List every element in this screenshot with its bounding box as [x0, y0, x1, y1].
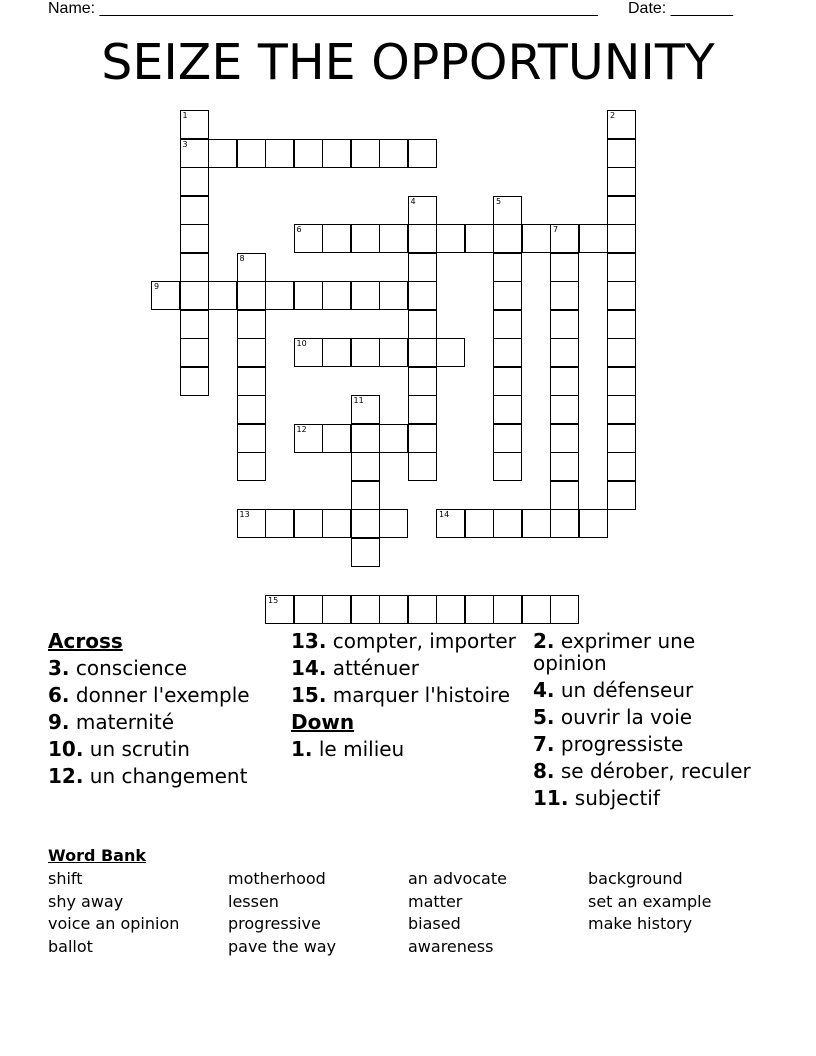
clue-number: 6 — [296, 225, 302, 234]
crossword-cell[interactable] — [322, 338, 351, 367]
crossword-cell[interactable] — [322, 595, 351, 624]
crossword-cell[interactable] — [237, 367, 266, 396]
clue-number: 2 — [610, 111, 616, 120]
crossword-cell[interactable] — [237, 509, 266, 538]
crossword-cell[interactable] — [180, 139, 209, 168]
crossword-cell[interactable] — [607, 338, 636, 367]
crossword-cell[interactable] — [180, 367, 209, 396]
crossword-cell[interactable] — [493, 253, 522, 282]
crossword-cell[interactable] — [322, 509, 351, 538]
down-heading: Down — [291, 710, 355, 734]
crossword-cell[interactable] — [294, 224, 323, 253]
crossword-cell[interactable] — [408, 452, 437, 481]
crossword-cell[interactable] — [408, 139, 437, 168]
crossword-cell[interactable] — [351, 338, 380, 367]
crossword-cell[interactable] — [208, 139, 237, 168]
crossword-cell[interactable] — [522, 595, 551, 624]
crossword-cell[interactable] — [408, 595, 437, 624]
crossword-cell[interactable] — [351, 395, 380, 424]
word-bank-item: progressive — [228, 914, 321, 934]
clue-column-2 — [291, 630, 521, 765]
crossword-cell[interactable] — [237, 310, 266, 339]
clue-number: 14 — [439, 510, 450, 519]
word-bank-column-1 — [48, 868, 179, 959]
clue-number: 13 — [239, 510, 250, 519]
crossword-cell[interactable] — [522, 224, 551, 253]
crossword-cell[interactable] — [522, 509, 551, 538]
crossword-cell[interactable] — [550, 424, 579, 453]
across-heading: Across — [48, 629, 123, 653]
crossword-cell[interactable] — [379, 139, 408, 168]
crossword-cell[interactable] — [237, 452, 266, 481]
crossword-cell[interactable] — [550, 338, 579, 367]
crossword-cell[interactable] — [493, 310, 522, 339]
crossword-cell[interactable] — [351, 452, 380, 481]
crossword-cell[interactable] — [607, 310, 636, 339]
clue-number: 8 — [239, 253, 245, 263]
crossword-cell[interactable] — [408, 310, 437, 339]
down-clue: 5. ouvrir la voie — [533, 705, 693, 729]
word-bank-item: motherhood — [228, 869, 326, 888]
word-bank-item: voice an opinion — [48, 914, 180, 934]
crossword-cell[interactable] — [579, 224, 608, 253]
crossword-cell[interactable] — [237, 395, 266, 424]
across-clue: 9. maternité — [48, 710, 175, 734]
crossword-cell[interactable] — [493, 196, 522, 225]
crossword-cell[interactable] — [607, 424, 636, 453]
clue-number: 10 — [296, 339, 307, 348]
crossword-cell[interactable] — [465, 509, 494, 538]
crossword-cell[interactable] — [408, 395, 437, 424]
word-bank-column-3 — [408, 868, 507, 959]
page-title: SEIZE THE OPPORTUNITY — [101, 34, 715, 91]
word-bank-item: ballot — [48, 937, 93, 957]
across-clue: 10. un scrutin — [48, 737, 190, 761]
crossword-cell[interactable] — [237, 139, 266, 168]
crossword-cell[interactable] — [180, 224, 209, 253]
word-bank-item: lessen — [228, 891, 279, 911]
crossword-cell[interactable] — [180, 196, 209, 225]
clue-number: 4 — [410, 196, 416, 206]
crossword-cell[interactable] — [607, 196, 636, 225]
crossword-cell[interactable] — [180, 167, 209, 196]
crossword-cell[interactable] — [493, 367, 522, 396]
crossword-cell[interactable] — [294, 424, 323, 453]
crossword-cell[interactable] — [265, 509, 294, 538]
name-field-label: Name: ________________________________________________________ — [48, 0, 598, 17]
crossword-cell[interactable] — [265, 595, 294, 624]
across-clue: 15. marquer l'histoire — [291, 683, 511, 707]
crossword-cell[interactable] — [493, 452, 522, 481]
crossword-cell[interactable] — [294, 338, 323, 367]
down-clue: 4. un défenseur — [533, 678, 694, 702]
crossword-cell[interactable] — [408, 224, 437, 253]
crossword-cell[interactable] — [322, 424, 351, 453]
crossword-cell[interactable] — [294, 139, 323, 168]
crossword-cell[interactable] — [408, 281, 437, 310]
crossword-cell[interactable] — [351, 509, 380, 538]
across-clue: 13. compter, importer — [291, 629, 516, 653]
crossword-cell[interactable] — [436, 338, 465, 367]
crossword-cell[interactable] — [237, 281, 266, 310]
crossword-cell[interactable] — [322, 139, 351, 168]
word-bank-column-4 — [588, 868, 711, 936]
crossword-cell[interactable] — [550, 509, 579, 538]
crossword-cell[interactable] — [493, 595, 522, 624]
crossword-cell[interactable] — [180, 281, 209, 310]
crossword-cell[interactable] — [208, 281, 237, 310]
crossword-cell[interactable] — [493, 395, 522, 424]
word-bank-item: background — [588, 869, 683, 888]
crossword-cell[interactable] — [493, 509, 522, 538]
crossword-cell[interactable] — [322, 224, 351, 253]
word-bank-title: Word Bank — [48, 846, 147, 865]
crossword-cell[interactable] — [607, 139, 636, 168]
crossword-cell[interactable] — [180, 310, 209, 339]
crossword-cell[interactable] — [607, 253, 636, 282]
word-bank-item: an advocate — [408, 869, 507, 888]
crossword-cell[interactable] — [180, 253, 209, 282]
clue-number: 3 — [182, 139, 188, 149]
crossword-cell[interactable] — [408, 253, 437, 282]
crossword-cell[interactable] — [607, 481, 636, 510]
crossword-cell[interactable] — [607, 110, 636, 139]
crossword-cell[interactable] — [550, 310, 579, 339]
word-bank-item: shift — [48, 869, 83, 888]
across-clue: 14. atténuer — [291, 656, 419, 680]
crossword-cell[interactable] — [550, 224, 579, 253]
crossword-cell[interactable] — [607, 395, 636, 424]
crossword-cell[interactable] — [436, 509, 465, 538]
crossword-cell[interactable] — [379, 424, 408, 453]
crossword-cell[interactable] — [379, 281, 408, 310]
word-bank-item: awareness — [408, 937, 494, 957]
crossword-cell[interactable] — [579, 509, 608, 538]
down-clue: 8. se dérober, reculer — [533, 759, 751, 783]
across-clue: 6. donner l'exemple — [48, 683, 250, 707]
word-bank-item: set an example — [588, 891, 712, 911]
down-clue: 11. subjectif — [533, 786, 660, 810]
crossword-cell[interactable] — [408, 338, 437, 367]
crossword-cell[interactable] — [379, 509, 408, 538]
crossword-cell[interactable] — [550, 481, 579, 510]
crossword-cell[interactable] — [294, 595, 323, 624]
crossword-cell[interactable] — [180, 110, 209, 139]
crossword-cell[interactable] — [550, 452, 579, 481]
crossword-cell[interactable] — [436, 224, 465, 253]
word-bank-item: pave the way — [228, 937, 337, 957]
crossword-cell[interactable] — [436, 595, 465, 624]
crossword-cell[interactable] — [607, 367, 636, 396]
crossword-cell[interactable] — [550, 595, 579, 624]
clue-number: 1 — [182, 111, 188, 120]
clue-number: 5 — [496, 196, 502, 206]
crossword-cell[interactable] — [322, 281, 351, 310]
crossword-cell[interactable] — [408, 367, 437, 396]
down-clue: 1. le milieu — [291, 737, 405, 761]
across-clue: 3. conscience — [48, 656, 188, 680]
crossword-cell[interactable] — [351, 281, 380, 310]
crossword-cell[interactable] — [379, 224, 408, 253]
crossword-cell[interactable] — [351, 424, 380, 453]
crossword-cell[interactable] — [607, 224, 636, 253]
crossword-cell[interactable] — [493, 281, 522, 310]
crossword-cell[interactable] — [550, 253, 579, 282]
crossword-cell[interactable] — [237, 338, 266, 367]
word-bank-item: shy away — [48, 891, 124, 911]
crossword-cell[interactable] — [180, 338, 209, 367]
word-bank-column-2 — [228, 868, 336, 959]
crossword-cell[interactable] — [493, 424, 522, 453]
crossword-cell[interactable] — [550, 281, 579, 310]
crossword-cell[interactable] — [351, 481, 380, 510]
clue-column-3 — [533, 630, 773, 814]
down-clue: 2. exprimer une opinion — [533, 629, 696, 675]
crossword-cell[interactable] — [465, 595, 494, 624]
crossword-cell[interactable] — [408, 196, 437, 225]
crossword-cell[interactable] — [294, 281, 323, 310]
crossword-cell[interactable] — [351, 538, 380, 567]
crossword-cell[interactable] — [493, 224, 522, 253]
word-bank-item: matter — [408, 891, 463, 911]
crossword-cell[interactable] — [379, 338, 408, 367]
date-field-label: Date: _______ — [628, 0, 733, 17]
crossword-cell[interactable] — [265, 139, 294, 168]
crossword-cell[interactable] — [607, 167, 636, 196]
across-clue: 12. un changement — [48, 764, 248, 788]
crossword-cell[interactable] — [408, 424, 437, 453]
crossword-cell[interactable] — [351, 139, 380, 168]
crossword-cell[interactable] — [151, 281, 180, 310]
crossword-cell[interactable] — [379, 595, 408, 624]
crossword-cell[interactable] — [351, 224, 380, 253]
crossword-cell[interactable] — [237, 253, 266, 282]
crossword-cell[interactable] — [607, 452, 636, 481]
crossword-cell[interactable] — [550, 395, 579, 424]
word-bank-item: biased — [408, 914, 461, 934]
crossword-cell[interactable] — [351, 595, 380, 624]
down-clue: 7. progressiste — [533, 732, 684, 756]
crossword-cell[interactable] — [550, 367, 579, 396]
crossword-cell[interactable] — [465, 224, 494, 253]
crossword-cell[interactable] — [493, 338, 522, 367]
crossword-cell[interactable] — [607, 281, 636, 310]
clue-number: 12 — [296, 424, 307, 434]
clue-number: 15 — [268, 595, 279, 605]
crossword-cell[interactable] — [265, 281, 294, 310]
clue-number: 9 — [154, 282, 160, 291]
crossword-cell[interactable] — [237, 424, 266, 453]
word-bank-item: make history — [588, 914, 693, 934]
clue-number: 7 — [553, 225, 559, 234]
clue-column-1 — [48, 630, 263, 792]
clue-number: 11 — [353, 396, 364, 405]
crossword-cell[interactable] — [294, 509, 323, 538]
